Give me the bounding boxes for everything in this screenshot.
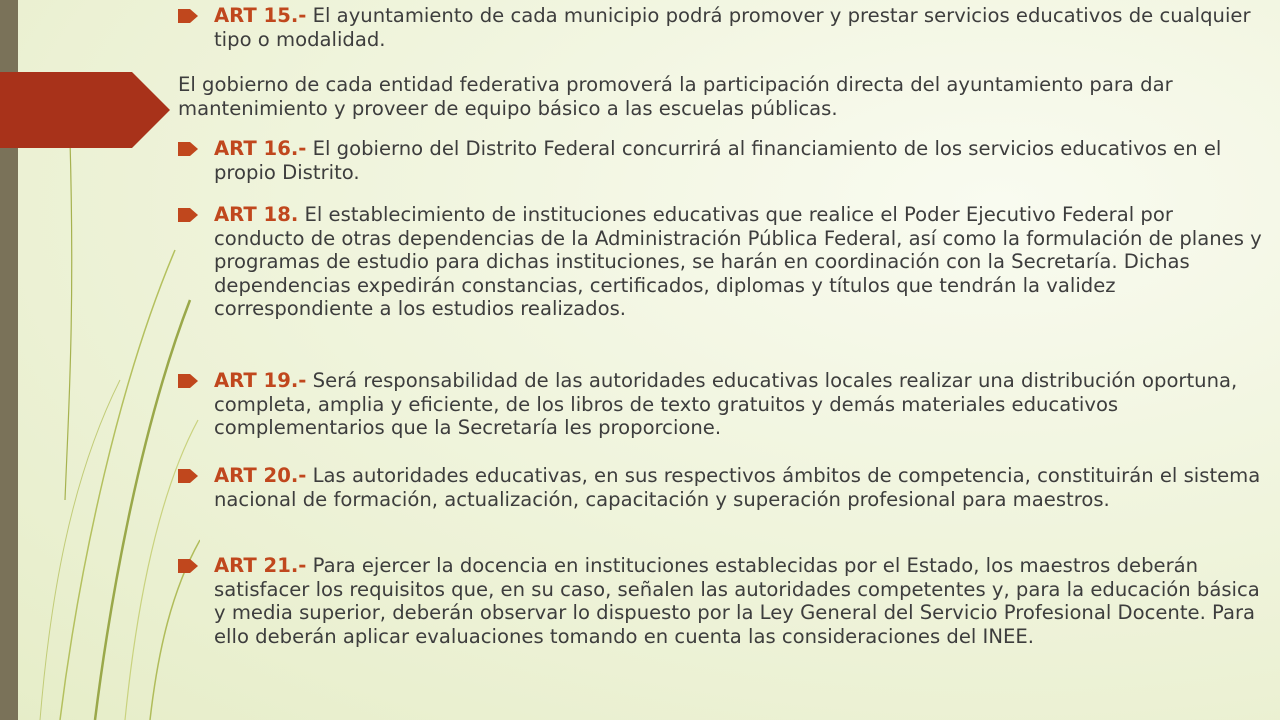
article-text: Las autoridades educativas, en sus respectivos ámbitos de competencia, constituirán el sistema nacional de formación, actualización, capacitación y superación profesional para maestros. [214,464,1261,511]
article-number: ART 21.- [214,554,307,577]
arrow-bullet-icon [178,374,198,388]
article-number: ART 20.- [214,464,307,487]
arrow-bullet-icon [178,142,198,156]
article-number: ART 16.- [214,137,307,160]
list-item-art-19 [178,369,1268,440]
article-text: Será responsabilidad de las autoridades educativas locales realizar una distribución oportuna, completa, amplia y eficiente, de los libros de texto gratuitos y demás materiales educativos complementarios que la Secretaría les proporcione. [214,369,1238,439]
arrow-bullet-icon [178,469,198,483]
paragraph-note: El gobierno de cada entidad federativa promoverá la participación directa del ayuntamiento para dar mantenimiento y proveer de equipo básico a las escuelas públicas. [178,73,1173,120]
list-item-art-18 [178,203,1268,321]
article-text: El ayuntamiento de cada municipio podrá promover y prestar servicios educativos de cualquier tipo o modalidad. [214,4,1251,51]
list-item-art-15 [178,4,1268,51]
article-number: ART 18. [214,203,299,226]
article-text: Para ejercer la docencia en instituciones establecidas por el Estado, los maestros deberán satisfacer los requisitos que, en su caso, señalen las autoridades competentes y, para la educación básica y media superior, deberán observar lo dispuesto por la Ley General del Servicio Profesional Docente. Para ello deberán aplicar evaluaciones tomando en cuenta las consideraciones del INEE. [214,554,1260,648]
list-item-art-16 [178,137,1268,184]
article-number: ART 15.- [214,4,307,27]
red-arrow-shape [0,72,170,148]
arrow-bullet-icon [178,559,198,573]
list-item-art-21 [178,554,1268,648]
article-text: El gobierno del Distrito Federal concurrirá al financiamiento de los servicios educativos en el propio Distrito. [214,137,1222,184]
article-text: El establecimiento de instituciones educativas que realice el Poder Ejecutivo Federal por conducto de otras dependencias de la Administración Pública Federal, así como la formulación de planes y programas de estudio para dichas instituciones, se harán en coordinación con la Secretaría. Dichas dependencias expedirán constancias, certificados, diplomas y títulos que tendrán la validez correspondiente a los estudios realizados. [214,203,1262,320]
list-item-art-20 [178,464,1268,511]
arrow-bullet-icon [178,9,198,23]
arrow-bullet-icon [178,208,198,222]
article-number: ART 19.- [214,369,307,392]
